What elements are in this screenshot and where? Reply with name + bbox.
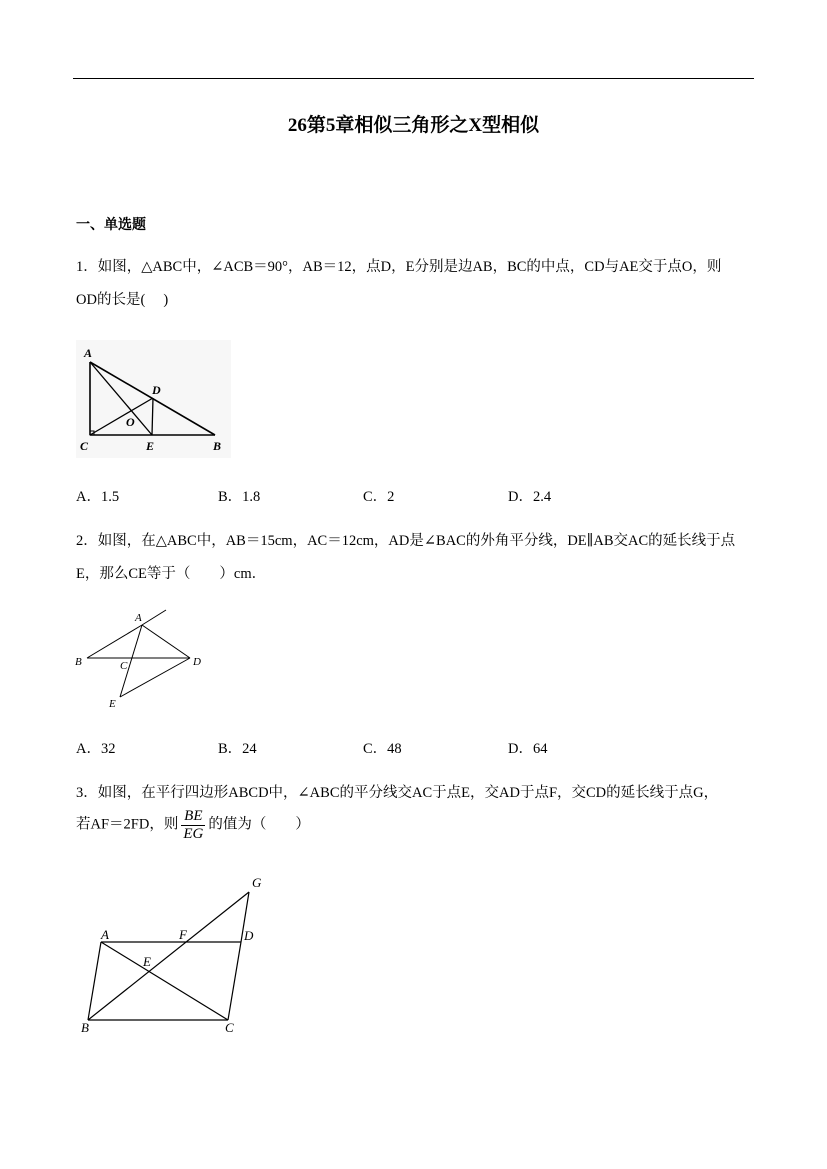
q1-option-c[interactable]: C．2 [363, 489, 395, 505]
figure-1 [76, 340, 231, 458]
q2-option-c[interactable]: C．48 [363, 741, 402, 757]
q1-option-b[interactable]: B．1.8 [218, 489, 261, 505]
fig3-label-e: E [143, 954, 151, 969]
fig3-label-f: F [179, 927, 187, 942]
fig3-label-b: B [81, 1020, 89, 1035]
fig1-label-b: B [213, 439, 222, 453]
fig2-label-c: C [120, 660, 128, 672]
question-2 [76, 525, 756, 591]
page-title: 26第5章相似三角形之X型相似 [287, 115, 540, 136]
question-3 [76, 777, 756, 842]
fig1-label-o: O [126, 415, 135, 429]
question-1-line2: OD的长是( ) [76, 292, 169, 308]
fig1-label-a: A [84, 346, 93, 360]
fig2-label-e: E [109, 698, 116, 710]
fig1-label-c: C [80, 439, 89, 453]
figure-2 [74, 605, 209, 712]
fig3-label-d: D [244, 928, 254, 943]
fig1-label-e: E [146, 439, 155, 453]
fig2-label-a: A [135, 612, 142, 624]
q2-option-d[interactable]: D．64 [508, 741, 548, 757]
q1-option-a[interactable]: A．1.5 [76, 489, 120, 505]
question-3-line1: 3．如图，在平行四边形ABCD中，∠ABC的平分线交AC于点E，交AD于点F，交CD的延长线于点G， [76, 785, 719, 801]
question-2-line2: E，那么CE等于（ ）cm． [76, 566, 267, 582]
figure-3 [76, 870, 276, 1040]
header-rule [73, 78, 754, 79]
fig3-label-a: A [101, 927, 109, 942]
fig2-label-b: B [75, 656, 82, 668]
fig3-label-g: G [252, 875, 262, 890]
q2-option-b[interactable]: B．24 [218, 741, 257, 757]
q1-option-d[interactable]: D．2.4 [508, 489, 552, 505]
question-3-line2: 若AF＝2FD，则 $\frac{BE}{EG}$ 的值为（ ） [76, 808, 310, 842]
question-2-line1: 2．如图，在△ABC中，AB＝15cm，AC＝12cm，AD是∠BAC的外角平分线，DE∥AB交AC的延长线于点 [76, 533, 736, 549]
question-1-line1: 1．如图，△ABC中，∠ACB＝90°，AB＝12，点D，E分别是边AB，BC的中点，CD与AE交于点O，则 [76, 259, 722, 275]
q2-option-a[interactable]: A．32 [76, 741, 116, 757]
question-1 [76, 251, 756, 317]
fig2-label-d: D [193, 656, 201, 668]
fig1-label-d: D [152, 383, 161, 397]
fig3-label-c: C [225, 1020, 234, 1035]
ratio-fraction: $\frac{BE}{EG}$ [183, 808, 204, 842]
section-heading: 一、单选题 [76, 218, 146, 233]
